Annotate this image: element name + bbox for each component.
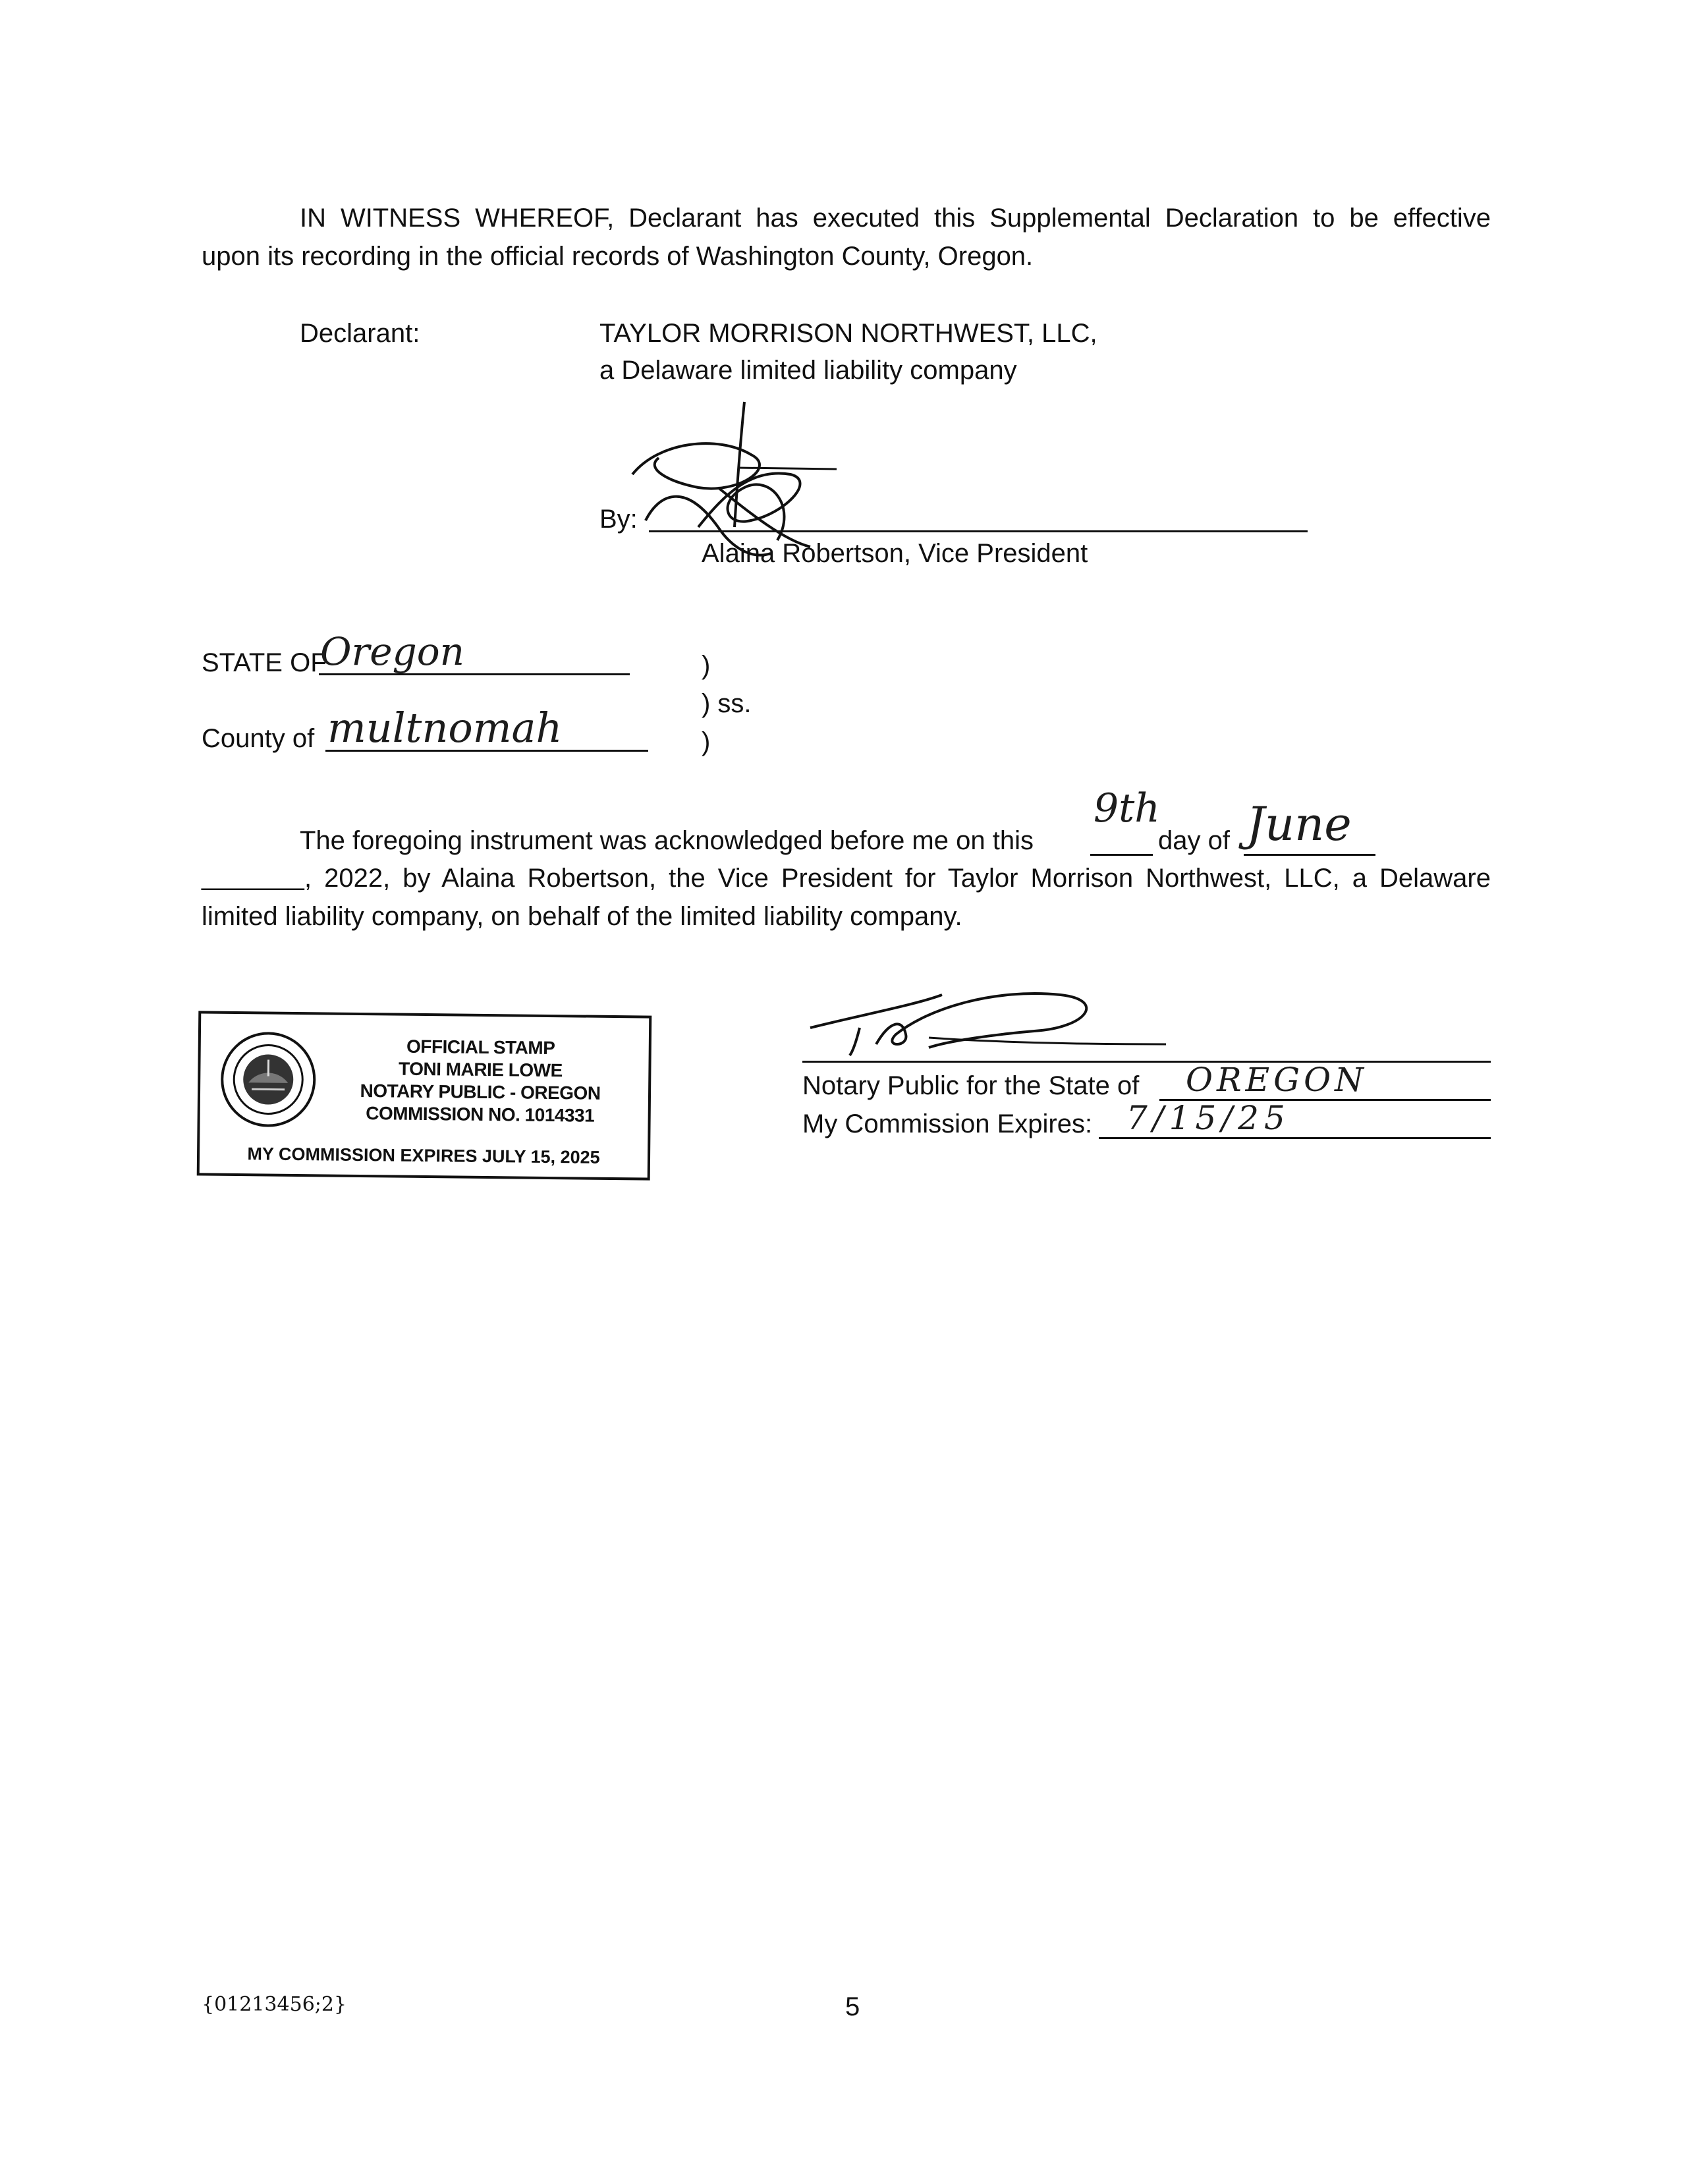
county-of-label: County of <box>202 724 315 753</box>
stamp-commission-number: COMMISSION NO. 1014331 <box>366 1103 595 1126</box>
official-notary-stamp <box>197 1011 652 1180</box>
ack-month-line <box>1244 854 1375 856</box>
by-signature-line <box>649 530 1308 532</box>
stamp-title: OFFICIAL STAMP <box>406 1036 555 1059</box>
venue-paren-1: ) <box>702 651 711 680</box>
notary-expires-handwritten: 7/15/25 <box>1126 1099 1290 1137</box>
ack-text-start: The foregoing instrument was acknowledged before me on this <box>300 826 1034 855</box>
state-of-handwritten: Oregon <box>320 629 465 674</box>
declarant-company: TAYLOR MORRISON NORTHWEST, LLC, <box>599 319 1097 348</box>
county-of-line <box>325 750 648 752</box>
notary-state-label: Notary Public for the State of <box>802 1071 1140 1100</box>
declarant-label: Declarant: <box>300 319 420 348</box>
stamp-expiration: MY COMMISSION EXPIRES JULY 15, 2025 <box>247 1144 600 1167</box>
page-number: 5 <box>845 1992 860 2021</box>
ack-line2: , 2022, by Alaina Robertson, the Vice President for Taylor Morrison Northwest, LLC, a Delaware <box>304 864 1491 893</box>
ack-day-line <box>1090 854 1153 856</box>
signer-name-title: Alaina Robertson, Vice President <box>702 539 1088 568</box>
state-of-line <box>319 673 630 675</box>
stamp-text-block <box>325 1034 636 1127</box>
stamp-role: NOTARY PUBLIC - OREGON <box>360 1080 601 1104</box>
ack-month-handwritten: June <box>1246 797 1352 851</box>
notary-expires-line <box>1099 1137 1491 1139</box>
ack-line2-blank: _______ <box>202 862 304 891</box>
state-of-label: STATE OF <box>202 648 327 677</box>
ack-text-dayof: day of <box>1158 826 1230 855</box>
oregon-state-seal-icon <box>218 1030 318 1130</box>
county-of-handwritten: multnomah <box>327 704 563 752</box>
notary-state-handwritten: OREGON <box>1186 1061 1368 1099</box>
by-label: By: <box>599 505 638 534</box>
witness-paragraph-line1: IN WITNESS WHEREOF, Declarant has executed this Supplemental Declaration to be effective <box>300 204 1491 233</box>
stamp-notary-name: TONI MARIE LOWE <box>398 1058 563 1081</box>
ack-day-handwritten: 9th <box>1094 785 1160 831</box>
document-id: {01213456;2} <box>202 1993 347 2016</box>
notary-signature-line <box>802 1061 1491 1063</box>
venue-paren-3: ) <box>702 727 711 756</box>
notary-signature <box>797 982 1179 1061</box>
venue-ss: ) ss. <box>702 689 752 718</box>
ack-line3: limited liability company, on behalf of the limited liability company. <box>202 902 962 931</box>
notary-expires-label: My Commission Expires: <box>802 1109 1093 1138</box>
witness-paragraph-line2: upon its recording in the official records of Washington County, Oregon. <box>202 242 1034 271</box>
declarant-company-description: a Delaware limited liability company <box>599 356 1017 385</box>
